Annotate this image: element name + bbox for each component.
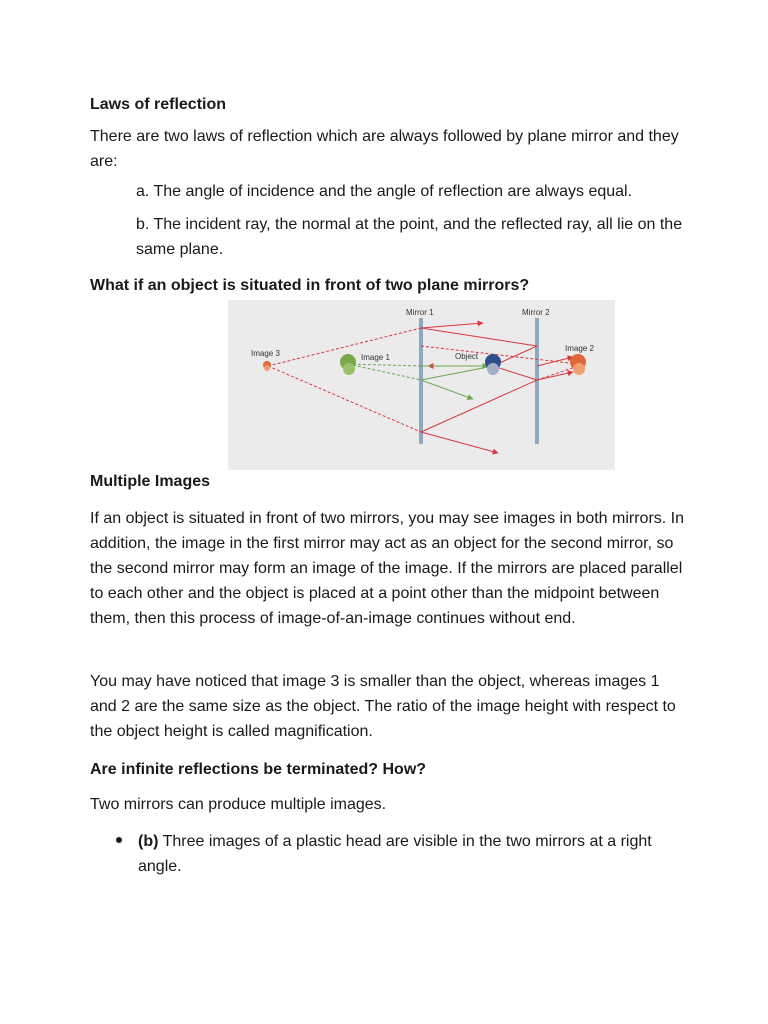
law-b: b. The incident ray, the normal at the point, and the reflected ray, all lie on the same plane.	[136, 216, 683, 258]
section-title-multiple-images: Multiple Images	[90, 473, 211, 490]
multiple-images-para-2: You may have noticed that image 3 is smaller than the object, whereas images 1 and 2 are the same size as the object. The ratio of the image height with respect to the object height is called magnification.	[90, 673, 676, 740]
image-2-label: Image 2	[565, 344, 594, 353]
image-1-head	[340, 354, 356, 375]
two-mirrors-statement: Two mirrors can produce multiple images.	[90, 796, 387, 813]
section-title-laws: Laws of reflection	[90, 96, 227, 113]
bullet-dot	[116, 832, 126, 842]
mirror-2-label: Mirror 2	[522, 308, 550, 317]
bullet-text: Three images of a plastic head are visible in the two mirrors at a right angle.	[138, 833, 652, 875]
question-two-mirrors: What if an object is situated in front of two plane mirrors?	[90, 277, 530, 294]
image-3-head	[263, 361, 271, 371]
two-mirrors-figure	[228, 300, 615, 470]
object-head	[485, 354, 501, 375]
bullet-label: (b)	[138, 833, 159, 850]
question-infinite-reflections: Are infinite reflections be terminated? How?	[90, 761, 427, 778]
multiple-images-para-1: If an object is situated in front of two mirrors, you may see images in both mirrors. In addition, the image in the first mirror may act as an object for the second mirror, so the second mirror may form an image of the image. If the mirrors are placed parallel to each other and the object is placed at a point other than the midpoint between them, then this process of image-of-an-image continues without end.	[90, 510, 685, 627]
image-1-label: Image 1	[361, 353, 390, 362]
mirror-1-label: Mirror 1	[406, 308, 434, 317]
image-3-label: Image 3	[251, 349, 280, 358]
law-a: a. The angle of incidence and the angle of reflection are always equal.	[136, 183, 633, 200]
laws-intro: There are two laws of reflection which are always followed by plane mirror and they are:	[90, 128, 679, 170]
bullet-item-b	[138, 829, 686, 879]
object-label: Object	[455, 352, 479, 361]
